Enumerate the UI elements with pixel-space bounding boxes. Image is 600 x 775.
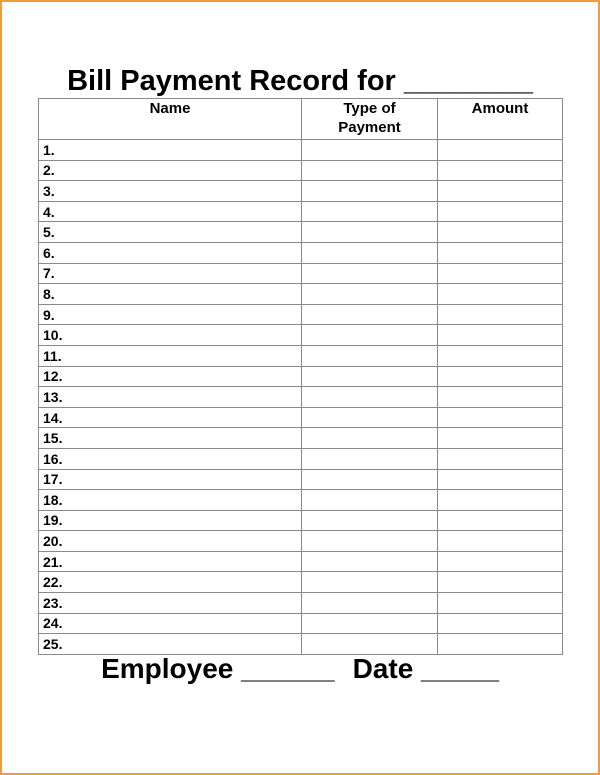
row-name-cell[interactable]: 13.: [39, 387, 302, 408]
header-amount: Amount: [438, 99, 563, 140]
row-type-cell[interactable]: [302, 448, 438, 469]
table-row: [39, 428, 563, 449]
row-amount-cell[interactable]: [438, 572, 563, 593]
table-row: [39, 263, 563, 284]
row-amount-cell[interactable]: [438, 428, 563, 449]
row-name-cell[interactable]: 20.: [39, 531, 302, 552]
table-row: [39, 407, 563, 428]
table-row: [39, 345, 563, 366]
row-name-cell[interactable]: 10.: [39, 325, 302, 346]
row-name-cell[interactable]: 1.: [39, 140, 302, 161]
date-field[interactable]: Date _____: [352, 653, 499, 684]
row-type-cell[interactable]: [302, 263, 438, 284]
row-amount-cell[interactable]: [438, 407, 563, 428]
row-type-cell[interactable]: [302, 469, 438, 490]
row-amount-cell[interactable]: [438, 325, 563, 346]
row-amount-cell[interactable]: [438, 510, 563, 531]
row-name-cell[interactable]: 4.: [39, 201, 302, 222]
table-row: [39, 613, 563, 634]
row-type-cell[interactable]: [302, 387, 438, 408]
row-name-cell[interactable]: 8.: [39, 284, 302, 305]
row-name-cell[interactable]: 25.: [39, 634, 302, 655]
table-row: [39, 551, 563, 572]
row-type-cell[interactable]: [302, 593, 438, 614]
row-amount-cell[interactable]: [438, 366, 563, 387]
row-name-cell[interactable]: 14.: [39, 407, 302, 428]
table-row: [39, 284, 563, 305]
header-row: [39, 99, 563, 140]
row-amount-cell[interactable]: [438, 469, 563, 490]
row-name-cell[interactable]: 5.: [39, 222, 302, 243]
table-row: [39, 490, 563, 511]
row-type-cell[interactable]: [302, 201, 438, 222]
row-amount-cell[interactable]: [438, 448, 563, 469]
row-name-cell[interactable]: 11.: [39, 345, 302, 366]
row-type-cell[interactable]: [302, 551, 438, 572]
table-row: [39, 469, 563, 490]
row-name-cell[interactable]: 7.: [39, 263, 302, 284]
form-title: Bill Payment Record for ________: [67, 65, 533, 97]
table-row: [39, 448, 563, 469]
row-amount-cell[interactable]: [438, 304, 563, 325]
row-name-cell[interactable]: 16.: [39, 448, 302, 469]
row-type-cell[interactable]: [302, 181, 438, 202]
table-row: [39, 366, 563, 387]
row-name-cell[interactable]: 9.: [39, 304, 302, 325]
row-type-cell[interactable]: [302, 345, 438, 366]
row-amount-cell[interactable]: [438, 387, 563, 408]
header-name: Name: [39, 99, 302, 140]
row-name-cell[interactable]: 12.: [39, 366, 302, 387]
row-amount-cell[interactable]: [438, 531, 563, 552]
table-row: [39, 387, 563, 408]
row-name-cell[interactable]: 22.: [39, 572, 302, 593]
bill-payment-table: [38, 98, 563, 655]
table-row: [39, 181, 563, 202]
table-row: [39, 160, 563, 181]
row-name-cell[interactable]: 19.: [39, 510, 302, 531]
row-name-cell[interactable]: 17.: [39, 469, 302, 490]
row-name-cell[interactable]: 21.: [39, 551, 302, 572]
employee-field[interactable]: Employee ______: [101, 653, 335, 684]
table-row: [39, 140, 563, 161]
row-type-cell[interactable]: [302, 160, 438, 181]
footer: [0, 652, 600, 686]
row-amount-cell[interactable]: [438, 242, 563, 263]
row-type-cell[interactable]: [302, 140, 438, 161]
row-amount-cell[interactable]: [438, 181, 563, 202]
row-amount-cell[interactable]: [438, 263, 563, 284]
row-type-cell[interactable]: [302, 613, 438, 634]
row-amount-cell[interactable]: [438, 490, 563, 511]
row-name-cell[interactable]: 15.: [39, 428, 302, 449]
row-amount-cell[interactable]: [438, 284, 563, 305]
row-type-cell[interactable]: [302, 428, 438, 449]
table-row: [39, 242, 563, 263]
row-amount-cell[interactable]: [438, 551, 563, 572]
row-amount-cell[interactable]: [438, 345, 563, 366]
row-type-cell[interactable]: [302, 510, 438, 531]
row-type-cell[interactable]: [302, 531, 438, 552]
row-type-cell[interactable]: [302, 304, 438, 325]
row-name-cell[interactable]: 2.: [39, 160, 302, 181]
table-row: [39, 593, 563, 614]
row-name-cell[interactable]: 18.: [39, 490, 302, 511]
row-amount-cell[interactable]: [438, 140, 563, 161]
table-row: [39, 572, 563, 593]
row-type-cell[interactable]: [302, 407, 438, 428]
row-amount-cell[interactable]: [438, 201, 563, 222]
row-amount-cell[interactable]: [438, 160, 563, 181]
table-row: [39, 510, 563, 531]
row-name-cell[interactable]: 6.: [39, 242, 302, 263]
table-row: [39, 531, 563, 552]
row-name-cell[interactable]: 23.: [39, 593, 302, 614]
table-body: [39, 140, 563, 655]
row-type-cell[interactable]: [302, 222, 438, 243]
table-row: [39, 201, 563, 222]
row-type-cell[interactable]: [302, 325, 438, 346]
row-type-cell[interactable]: [302, 242, 438, 263]
row-amount-cell[interactable]: [438, 613, 563, 634]
row-type-cell[interactable]: [302, 366, 438, 387]
row-amount-cell[interactable]: [438, 593, 563, 614]
row-amount-cell[interactable]: [438, 222, 563, 243]
row-name-cell[interactable]: 24.: [39, 613, 302, 634]
table-row: [39, 325, 563, 346]
table-row: [39, 304, 563, 325]
row-name-cell[interactable]: 3.: [39, 181, 302, 202]
row-type-cell[interactable]: [302, 490, 438, 511]
row-type-cell[interactable]: [302, 284, 438, 305]
row-type-cell[interactable]: [302, 572, 438, 593]
table-row: [39, 222, 563, 243]
header-type-of-payment: Type of Payment: [302, 99, 438, 140]
